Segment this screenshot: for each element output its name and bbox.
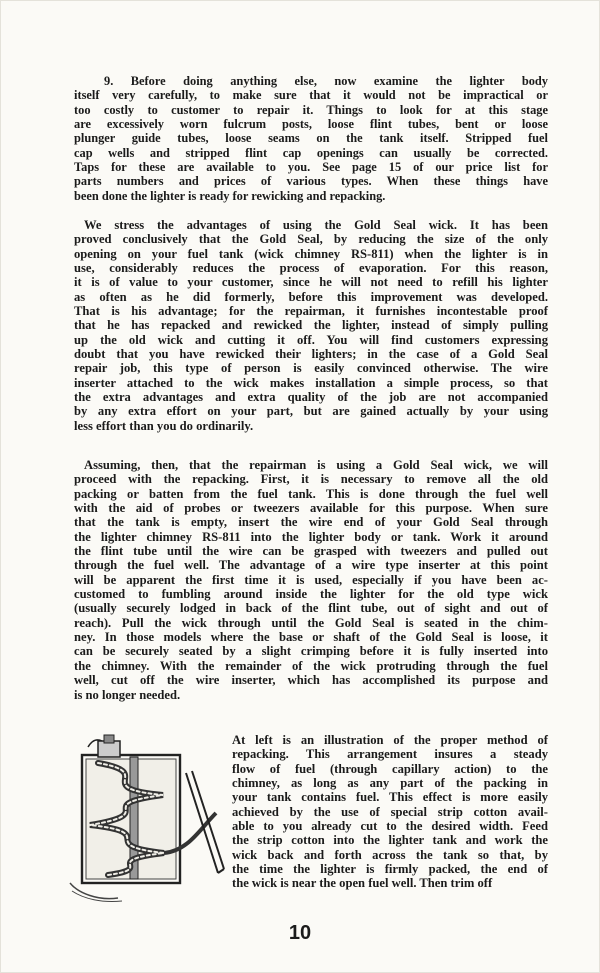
paragraph-repacking-procedure bbox=[74, 458, 548, 702]
text-line: the strip cotton into the lighter tank and work the bbox=[232, 833, 548, 848]
text-line: the wick is near the open fuel well. Then trim off bbox=[232, 876, 493, 891]
text-line: the flint tube until the wire can be grasped with tweezers and pulled out bbox=[74, 544, 548, 559]
text-line: proved conclusively that the Gold Seal, by reducing the size of the only bbox=[74, 232, 548, 247]
text-line: packing or batten from the fuel tank. This is done through the fuel well bbox=[74, 486, 548, 501]
text-line: that the tank is empty, insert the wire end of your Gold Seal through bbox=[74, 515, 548, 530]
text-line: inserter attached to the wick makes installation a simple process, so that bbox=[74, 375, 548, 390]
text-line: 9. Before doing anything else, now examine the lighter body bbox=[104, 74, 548, 88]
text-line: repair job, this type of person is easily convinced otherwise. The wire bbox=[74, 361, 548, 376]
text-line: doubt that you have rewicked their lighters; in the case of a Gold Seal bbox=[74, 347, 548, 362]
text-line: Taps for these are available to you. See page 15 of our price list for bbox=[74, 160, 548, 175]
text-line: through the fuel well. The advantage of a wire type inserter at this point bbox=[74, 558, 548, 573]
text-line: plunger guide tubes, loose seams on the tank itself. Stripped fuel bbox=[74, 131, 548, 146]
text-line: it is of value to your customer, since he will not need to refill his lighter bbox=[74, 275, 548, 290]
text-line: been done the lighter is ready for rewicking and repacking. bbox=[74, 188, 386, 203]
paragraph-gold-seal-advantages bbox=[74, 218, 548, 433]
text-line: as often as he did formerly, before this improvement was developed. bbox=[74, 289, 548, 304]
text-line: chimney, as long as any part of the packing in bbox=[232, 776, 548, 791]
text-line: We stress the advantages of using the Gold Seal wick. It has been bbox=[84, 218, 548, 232]
text-line: cap wells and stripped flint cap openings can usually be corrected. bbox=[74, 145, 548, 160]
text-line: itself very carefully, to make sure that it would not be impractical or bbox=[74, 88, 548, 103]
text-line: with the aid of probes or tweezers available for this purpose. When sure bbox=[74, 501, 548, 516]
text-line: the chimney. With the remainder of the wick protruding through the fuel bbox=[74, 658, 548, 673]
text-line: opening on your fuel tank (wick chimney RS-811) when the lighter is in bbox=[74, 246, 548, 261]
text-line: reach). Pull the wick through until the Gold Seal is seated in the chim- bbox=[74, 615, 548, 630]
text-line: the time the lighter is firmly packed, the end of bbox=[232, 862, 548, 877]
text-line: achieved by the use of special strip cotton avail- bbox=[232, 804, 548, 819]
text-line: able to you already cut to the desired width. Feed bbox=[232, 819, 548, 834]
text-line: your tank contains fuel. This effect is more easily bbox=[232, 790, 548, 805]
text-line: by any extra effort on your part, but are gained actually by your using bbox=[74, 404, 548, 419]
text-line: ney. In those models where the base or shaft of the Gold Seal is loose, it bbox=[74, 630, 548, 645]
lighter-repacking-illustration bbox=[68, 733, 228, 903]
paragraph-illustration-caption bbox=[232, 733, 548, 891]
paragraph-body-inspection bbox=[74, 74, 548, 203]
text-line: At left is an illustration of the proper method of bbox=[232, 733, 548, 747]
text-line: That is his advantage; for the repairman, it furnishes incontestable proof bbox=[74, 304, 548, 319]
text-line: proceed with the repacking. First, it is necessary to remove all the old bbox=[74, 472, 548, 487]
page-number: 10 bbox=[288, 922, 312, 944]
text-line: less effort than you do ordinarily. bbox=[74, 418, 254, 433]
text-line: the extra advantages and extra quality of the job are not accompanied bbox=[74, 390, 548, 405]
text-line: customed to fumbling around inside the lighter for the old type wick bbox=[74, 587, 548, 602]
text-line: up the old wick and cutting it off. You will find customers expressing bbox=[74, 332, 548, 347]
text-line: repacking. This arrangement insures a steady bbox=[232, 747, 548, 762]
text-line: flow of fuel (through capillary action) to the bbox=[232, 761, 548, 776]
text-line: parts numbers and prices of various types. When these things have bbox=[74, 174, 548, 189]
text-line: is no longer needed. bbox=[74, 687, 181, 702]
text-line: will be apparent the first time it is used, especially if you have been ac- bbox=[74, 572, 548, 587]
text-line: Assuming, then, that the repairman is using a Gold Seal wick, we will bbox=[84, 458, 548, 472]
text-line: can be securely seated by a slight crimping before it is fully inserted into bbox=[74, 644, 548, 659]
text-line: wick back and forth across the tank so that, by bbox=[232, 847, 548, 862]
text-line: use, considerably reduces the process of evaporation. For this reason, bbox=[74, 261, 548, 276]
text-line: well, cut off the wire inserter, which has accomplished its purpose and bbox=[74, 673, 548, 688]
text-line: that he has repacked and rewicked the lighter, instead of simply pulling bbox=[74, 318, 548, 333]
text-line: (usually securely lodged in back of the flint tube, out of sight and out of bbox=[74, 601, 548, 616]
text-line: too costly to customer to repair it. Things to look for at this stage bbox=[74, 102, 548, 117]
text-line: the lighter chimney RS-811 into the lighter body or tank. Work it around bbox=[74, 529, 548, 544]
text-line: are excessively worn fulcrum posts, loose flint tubes, bent or loose bbox=[74, 117, 548, 132]
